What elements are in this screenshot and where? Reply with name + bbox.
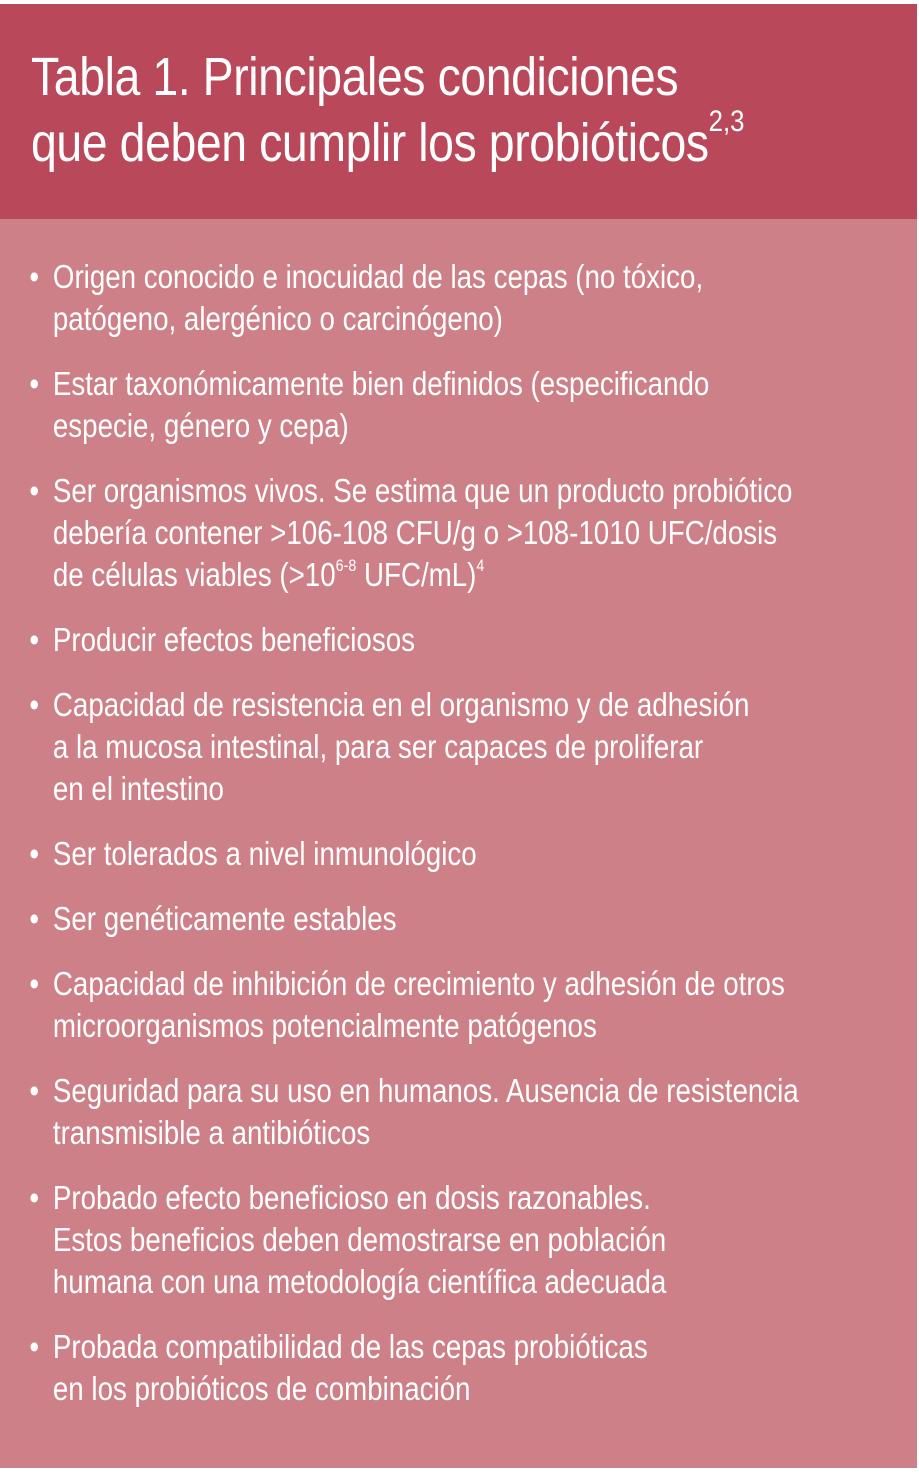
item-text-line: a la mucosa intestinal, para ser capaces de proliferar <box>52 728 704 765</box>
bullet-icon: • <box>29 1328 40 1365</box>
item-text-line: Capacidad de resistencia en el organismo y de adhesión <box>52 686 750 723</box>
item-text-line: especie, género y cepa) <box>52 407 349 444</box>
viable-cells-text: de células viables (>10 <box>52 556 336 593</box>
table-title <box>31 44 771 176</box>
reference-superscript: 4 <box>476 556 485 575</box>
list-item <box>26 1070 866 1154</box>
item-text-line: Seguridad para su uso en humanos. Ausencia de resistencia <box>52 1072 799 1109</box>
list-item <box>26 1177 866 1303</box>
bullet-icon: • <box>29 621 40 658</box>
list-item <box>26 833 866 875</box>
list-item <box>26 963 866 1047</box>
item-text-line: microorganismos potencialmente patógenos <box>52 1007 597 1044</box>
item-text-line: Probada compatibilidad de las cepas probióticas <box>52 1328 648 1365</box>
table-header <box>0 4 917 219</box>
list-item <box>26 684 866 810</box>
item-text-line-with-superscripts <box>53 554 866 596</box>
list-item <box>26 470 866 596</box>
item-text-line: Producir efectos beneficiosos <box>52 621 415 658</box>
item-text-line: patógeno, alergénico o carcinógeno) <box>52 300 503 337</box>
conditions-list <box>26 256 866 1433</box>
item-text-line: Estos beneficios deben demostrarse en población <box>52 1221 667 1258</box>
item-text-line: Estar taxonómicamente bien definidos (especificando <box>52 365 710 402</box>
item-text-line: Probado efecto beneficioso en dosis razonables. <box>52 1179 651 1216</box>
item-text-line: Capacidad de inhibición de crecimiento y adhesión de otros <box>52 965 785 1002</box>
bullet-icon: • <box>29 472 40 509</box>
item-text-line: Ser tolerados a nivel inmunológico <box>52 835 477 872</box>
list-item <box>26 256 866 340</box>
item-text-line: debería contener >106-108 CFU/g o >108-1010 UFC/dosis <box>52 514 778 551</box>
item-text-line: Ser genéticamente estables <box>52 900 397 937</box>
title-line-1: Tabla 1. Principales condiciones <box>31 47 679 107</box>
bullet-icon: • <box>29 1072 40 1109</box>
item-text-line: Ser organismos vivos. Se estima que un producto probiótico <box>52 472 793 509</box>
list-item <box>26 898 866 940</box>
bullet-icon: • <box>29 1179 40 1216</box>
item-text-line: Origen conocido e inocuidad de las cepas (no tóxico, <box>52 258 704 295</box>
item-text-line: transmisible a antibióticos <box>52 1114 371 1151</box>
list-item <box>26 619 866 661</box>
title-reference: 2,3 <box>708 105 745 138</box>
item-text-line: humana con una metodología científica adecuada <box>52 1263 667 1300</box>
table-panel <box>0 4 917 1468</box>
bullet-icon: • <box>29 835 40 872</box>
units-text: UFC/mL) <box>356 556 477 593</box>
bullet-icon: • <box>29 258 40 295</box>
list-item <box>26 363 866 447</box>
list-item <box>26 1326 866 1410</box>
bullet-icon: • <box>29 365 40 402</box>
item-text-line: en el intestino <box>52 770 224 807</box>
title-line-2: que deben cumplir los probióticos <box>31 113 709 173</box>
bullet-icon: • <box>29 686 40 723</box>
bullet-icon: • <box>29 965 40 1002</box>
exponent-superscript: 6-8 <box>335 556 357 575</box>
item-text-line: en los probióticos de combinación <box>52 1370 471 1407</box>
bullet-icon: • <box>29 900 40 937</box>
